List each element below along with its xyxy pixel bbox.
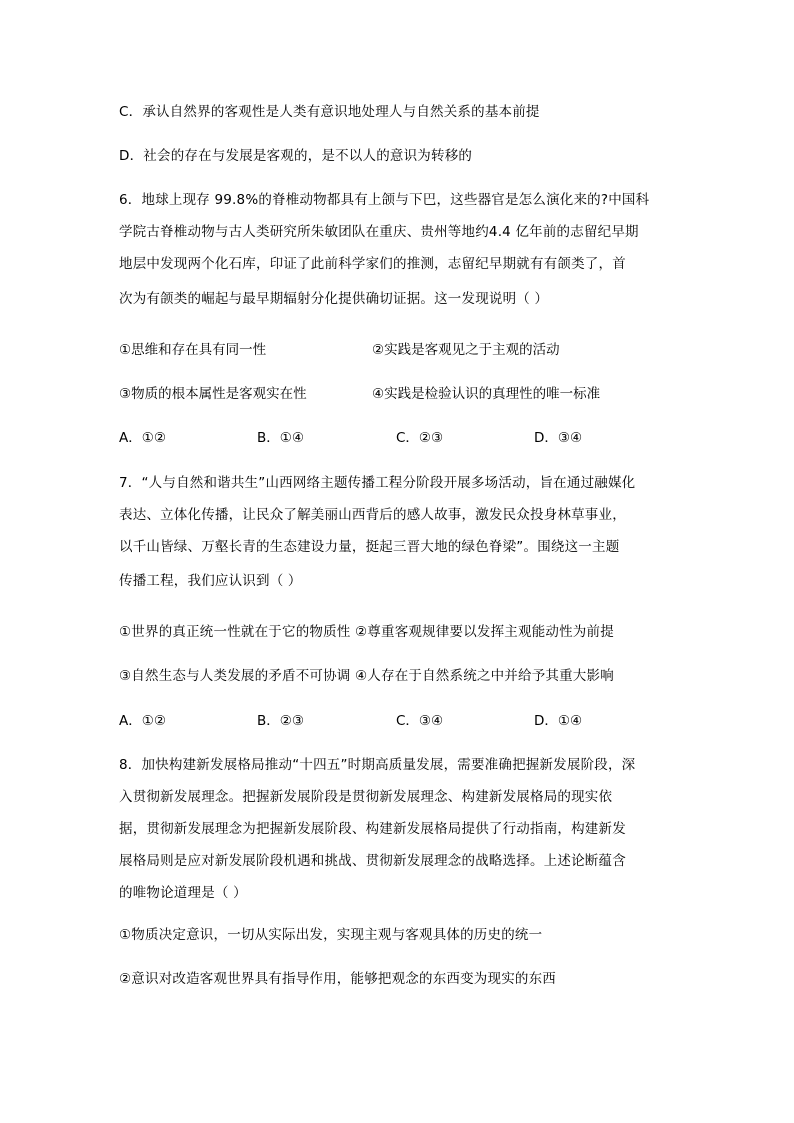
q5-option-c: C．承认自然界的客观性是人类有意识地处理人与自然关系的基本前提 [119,104,540,120]
q7-stem-line-3: 以千山皆绿、万壑长青的生态建设力量，挺起三晋大地的绿色脊梁”。围绕这一主题 [119,539,620,555]
q6-choice-b: B．①④ [257,430,304,446]
q6-choice-a: A．①② [119,430,166,446]
q6-stem-line-1: 6．地球上现存 99.8%的脊椎动物都具有上颌与下巴，这些器官是怎么演化来的?中国科 [119,192,650,208]
q6-stem-line-4: 次为有颌类的崛起与最早期辐射分化提供确切证据。这一发现说明（ ） [119,291,549,307]
q7-statements-row-1: ①世界的真正统一性就在于它的物质性 ②尊重客观规律要以发挥主观能动性为前提 [119,624,614,640]
q6-statement-2: ②实践是客观见之于主观的活动 [372,342,560,358]
q6-stem-line-3: 地层中发现两个化石库，印证了此前科学家们的推测，志留纪早期就有有颌类了，首 [119,256,626,272]
q8-stem-line-2: 入贯彻新发展理念。把握新发展阶段是贯彻新发展理念、构建新发展格局的现实依 [119,789,613,805]
q6-choice-c: C．②③ [396,430,444,446]
q6-choice-d: D．③④ [534,430,583,446]
q7-choice-a: A．①② [119,713,166,729]
q7-statements-row-2: ③自然生态与人类发展的矛盾不可协调 ④人存在于自然系统之中并给予其重大影响 [119,668,614,684]
q5-option-d: D．社会的存在与发展是客观的，是不以人的意识为转移的 [119,148,473,164]
q8-statement-2: ②意识对改造客观世界具有指导作用，能够把观念的东西变为现实的东西 [119,971,557,987]
q7-choice-b: B．②③ [257,713,304,729]
q7-stem-line-4: 传播工程，我们应认识到（ ） [119,573,302,589]
q8-statement-1: ①物质决定意识，一切从实际出发，实现主观与客观具体的历史的统一 [119,927,543,943]
q7-stem-line-2: 表达、立体化传播，让民众了解美丽山西背后的感人故事，激发民众投身林草事业， [119,507,626,523]
q7-choice-c: C．③④ [396,713,444,729]
q7-choice-d: D．①④ [534,713,583,729]
q6-statement-4: ④实践是检验认识的真理性的唯一标准 [372,386,601,402]
q8-stem-line-5: 的唯物论道理是（ ） [119,885,247,901]
q6-statement-3: ③物质的根本属性是客观实在性 [119,386,307,402]
q8-stem-line-1: 8．加快构建新发展格局推动“十四五”时期高质量发展，需要准确把握新发展阶段，深 [119,757,636,773]
q8-stem-line-3: 据，贯彻新发展理念为把握新发展阶段、构建新发展格局提供了行动指南，构建新发 [119,821,626,837]
q6-stem-line-2: 学院古脊椎动物与古人类研究所朱敏团队在重庆、贵州等地约4.4 亿年前的志留纪早期 [119,224,639,240]
q8-stem-line-4: 展格局则是应对新发展阶段机遇和挑战、贯彻新发展理念的战略选择。上述论断蕴含 [119,853,626,869]
q7-stem-line-1: 7．“人与自然和谐共生”山西网络主题传播工程分阶段开展多场活动，旨在通过融媒化 [119,475,636,491]
q6-statement-1: ①思维和存在具有同一性 [119,342,267,358]
